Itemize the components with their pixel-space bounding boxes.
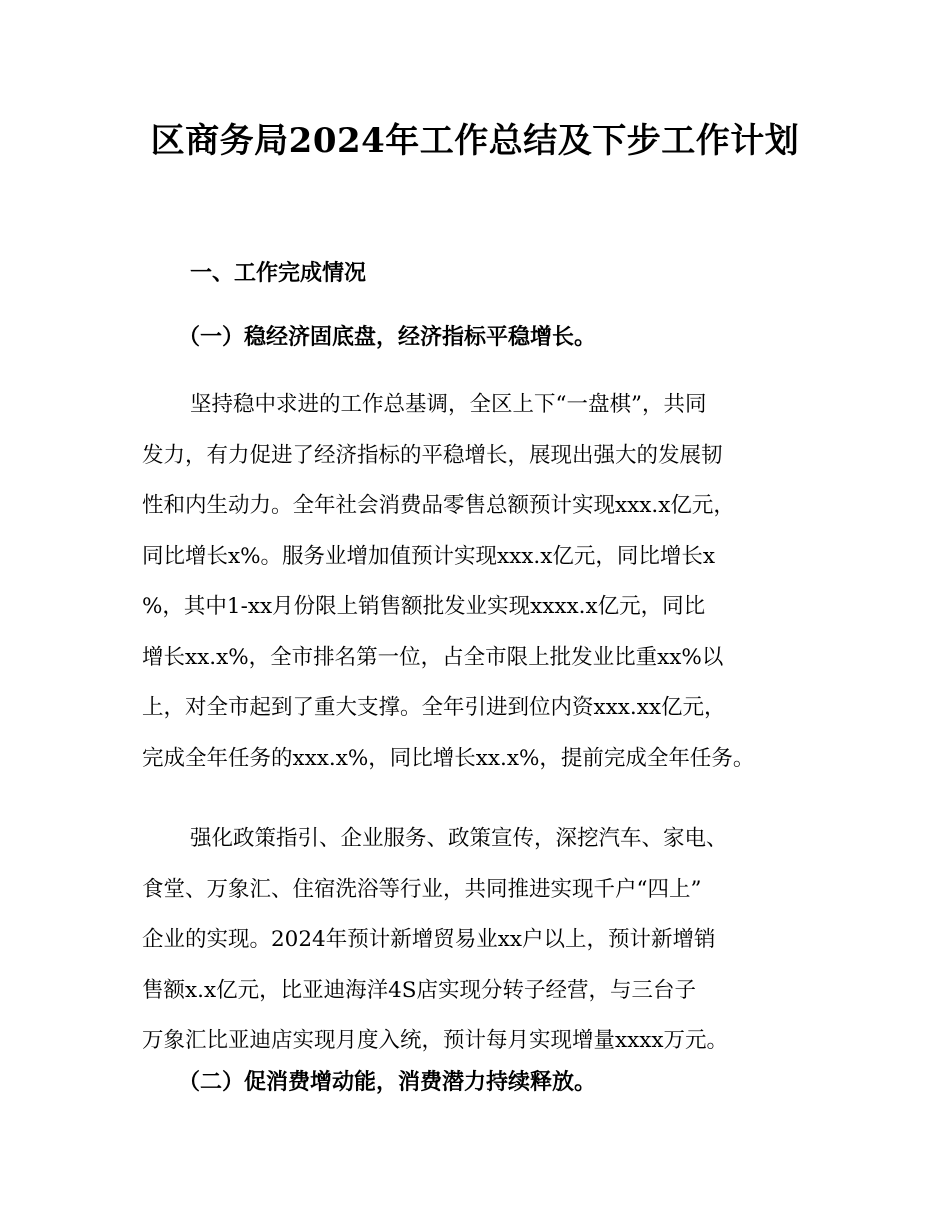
paragraph-economic-indicators [142,380,828,784]
paragraph-line: 万象汇比亚迪店实现月度入统，预计每月实现增量xxxx万元。 [142,1028,729,1053]
paragraph-line: 性和内生动力。全年社会消费品零售总额预计实现xxx.x亿元， [142,493,735,518]
paragraph-line: 企业的实现。2024年预计新增贸易业xx户以上，预计新增销 [142,927,716,952]
paragraph-line: 发力，有力促进了经济指标的平稳增长，展现出强大的发展韧 [142,442,723,468]
paragraph-line: 上，对全市起到了重大支撑。全年引进到位内资xxx.xx亿元， [142,695,726,720]
paragraph-line: 售额x.x亿元，比亚迪海洋4S店实现分转子经营，与三台子 [142,977,696,1003]
subsection-heading-promote-consumption: （二）促消费增动能，消费潜力持续释放。 [178,1070,597,1095]
paragraph-line: 强化政策指引、企业服务、政策宣传，深挖汽车、家电、 [190,826,728,851]
subsection-heading-stabilize-economy: （一）稳经济固底盘，经济指标平稳增长。 [178,325,597,350]
paragraph-line: %，其中1-xx月份限上销售额批发业实现xxxx.x亿元，同比 [142,594,706,619]
paragraph-line: 食堂、万象汇、住宿洗浴等行业，共同推进实现千户“四上” [142,876,702,902]
paragraph-line: 坚持稳中求进的工作总基调，全区上下“一盘棋”，共同 [190,392,707,417]
paragraph-policy-guidance [142,814,828,1067]
paragraph-line: 同比增长x%。服务业增加值预计实现xxx.x亿元，同比增长x [142,543,716,569]
section-heading-work-completion: 一、工作完成情况 [190,261,367,286]
document-title: 区商务局2024年工作总结及下步工作计划 [150,121,800,161]
paragraph-line: 增长xx.x%，全市排名第一位，占全市限上批发业比重xx%以 [142,644,724,670]
paragraph-line: 完成全年任务的xxx.x%，同比增长xx.x%，提前完成全年任务。 [142,745,755,771]
